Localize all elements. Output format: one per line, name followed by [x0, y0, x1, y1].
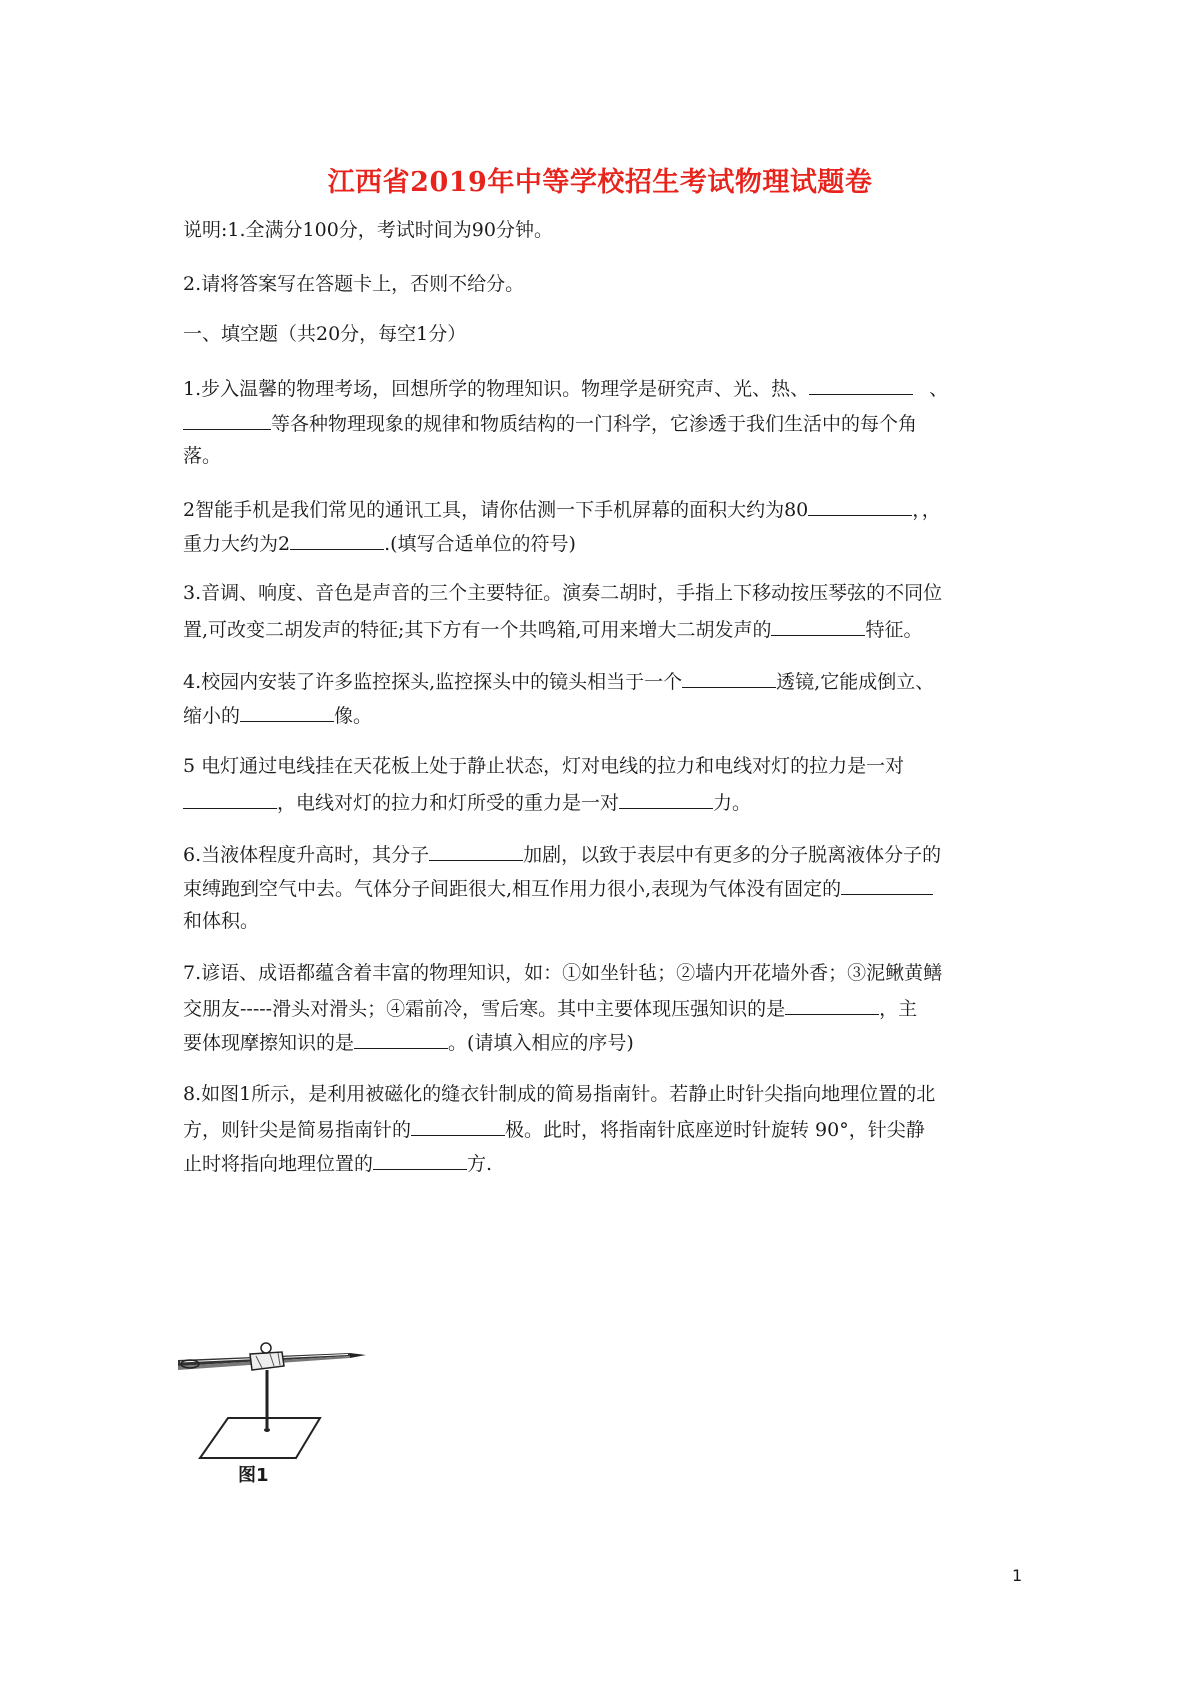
question-4-line-2: 缩小的 像。	[183, 702, 1023, 728]
question-4-line-1: 4.校园内安装了许多监控探头,监控探头中的镜头相当于一个 透镜,它能成倒立、	[183, 668, 1023, 694]
question-6-line-1: 6.当液体程度升高时，其分子 加剧，以致于表层中有更多的分子脱离液体分子的	[183, 841, 1023, 867]
question-7-line-2: 交朋友-----滑头对滑头；④霜前冷，雪后寒。其中主要体现压强知识的是 ，主	[183, 995, 1023, 1021]
answer-blank[interactable]	[619, 789, 713, 809]
answer-blank[interactable]	[373, 1150, 467, 1170]
answer-blank[interactable]	[808, 496, 912, 516]
answer-blank[interactable]	[290, 530, 384, 550]
figure-caption: 图1	[238, 1465, 269, 1486]
question-1-line-3: 落。	[183, 445, 222, 467]
base-plate	[200, 1418, 320, 1458]
question-2-line-2: 重力大约为2 .(填写合适单位的符号)	[183, 530, 1023, 556]
answer-blank[interactable]	[354, 1029, 448, 1049]
question-6-line-2: 束缚跑到空气中去。气体分子间距很大,相互作用力很小,表现为气体没有固定的	[183, 875, 1023, 901]
answer-blank[interactable]	[682, 668, 776, 688]
answer-blank[interactable]	[429, 841, 523, 861]
question-1-line-1: 1.步入温馨的物理考场，回想所学的物理知识。物理学是研究声、光、热、 、	[183, 375, 1023, 401]
question-8-line-2: 方，则针尖是简易指南针的 极。此时，将指南针底座逆时针旋转 90°，针尖静	[183, 1116, 1023, 1142]
question-5-line-1: 5 电灯通过电线挂在天花板上处于静止状态，灯对电线的拉力和电线对灯的拉力是一对	[183, 755, 905, 777]
question-3-line-1: 3.音调、响度、音色是声音的三个主要特征。演奏二胡时，手指上下移动按压琴弦的不同位	[183, 582, 943, 604]
answer-blank[interactable]	[841, 875, 933, 895]
note-2: 2.请将答案写在答题卡上，否则不给分。	[183, 273, 525, 295]
answer-blank[interactable]	[183, 410, 271, 430]
question-7-line-1: 7.谚语、成语都蕴含着丰富的物理知识，如：①如坐针毡；②墙内开花墙外香；③泥鳅黄鳝	[183, 962, 943, 984]
question-3-line-2: 置,可改变二胡发声的特征;其下方有一个共鸣箱,可用来增大二胡发声的 特征。	[183, 616, 1023, 642]
page-number: 1	[1012, 1566, 1023, 1585]
answer-blank[interactable]	[240, 702, 334, 722]
compass-needle-figure	[170, 1320, 370, 1460]
question-2-line-1: 2智能手机是我们常见的通讯工具，请你估测一下手机屏幕的面积大约为80 ，，	[183, 496, 1023, 522]
question-1-line-2: 等各种物理现象的规律和物质结构的一门科学，它渗透于我们生活中的每个角	[183, 410, 1023, 436]
question-8-line-1: 8.如图1所示，是利用被磁化的缝衣针制成的简易指南针。若静止时针尖指向地理位置的北	[183, 1083, 936, 1105]
section-heading: 一、填空题（共20分，每空1分）	[183, 323, 467, 345]
question-7-line-3: 要体现摩擦知识的是 。(请填入相应的序号)	[183, 1029, 1023, 1055]
question-6-line-3: 和体积。	[183, 910, 260, 932]
answer-blank[interactable]	[411, 1116, 505, 1136]
answer-blank[interactable]	[785, 995, 879, 1015]
answer-blank[interactable]	[809, 375, 913, 395]
page-title: 江西省2019年中等学校招生考试物理试题卷	[327, 167, 873, 198]
answer-blank[interactable]	[183, 789, 277, 809]
question-8-line-3: 止时将指向地理位置的 方.	[183, 1150, 1023, 1176]
answer-blank[interactable]	[771, 616, 865, 636]
note-1: 说明:1.全满分100分，考试时间为90分钟。	[183, 219, 553, 241]
holder-icon	[250, 1343, 284, 1370]
question-5-line-2: ，电线对灯的拉力和灯所受的重力是一对 力。	[183, 789, 1023, 815]
